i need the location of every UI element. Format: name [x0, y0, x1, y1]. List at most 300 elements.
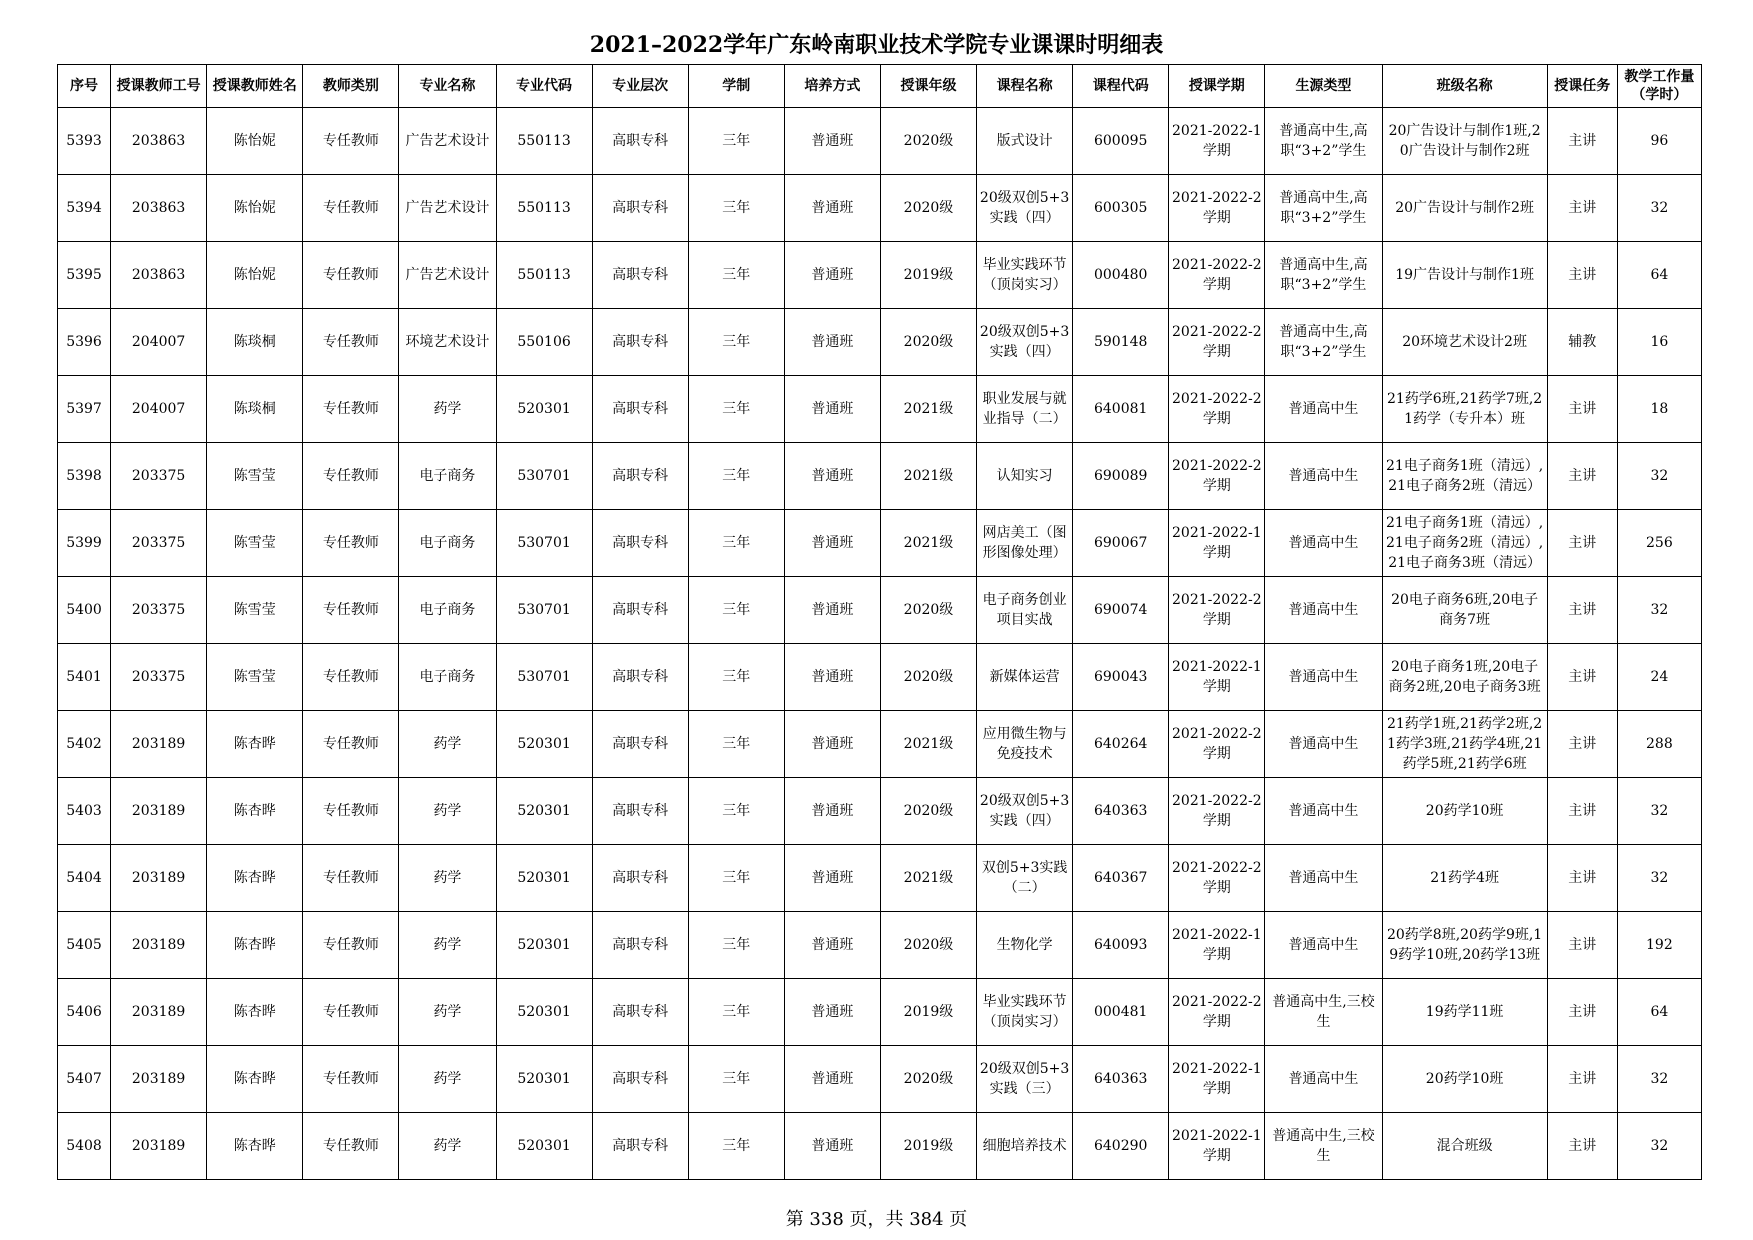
cell-text: 520301: [517, 1004, 571, 1020]
cell-text: 高职专科: [612, 267, 669, 283]
table-cell: [1265, 242, 1382, 309]
table-cell: [1169, 577, 1265, 644]
table-cell: [1382, 711, 1547, 778]
cell-text: 主讲: [1568, 535, 1597, 551]
cell-text: 32: [1650, 803, 1669, 819]
column-header: 专业代码: [496, 65, 592, 108]
table-cell: [496, 376, 592, 443]
table-cell: [1382, 845, 1547, 912]
cell-text: 高职专科: [612, 736, 669, 752]
cell-text: 三年: [722, 267, 751, 283]
table-cell: [592, 242, 688, 309]
table-cell: [303, 979, 399, 1046]
cell-text: 电子商务创业项目实战: [982, 592, 1067, 628]
cell-text: 203189: [131, 1138, 186, 1154]
table-cell: [880, 778, 976, 845]
cell-text: 广告艺术设计: [405, 200, 490, 216]
cell-text: 广告艺术设计: [405, 133, 490, 149]
column-header: 专业层次: [592, 65, 688, 108]
table-cell: [1265, 175, 1382, 242]
table-cell: [1382, 912, 1547, 979]
cell-text: 职业发展与就业指导（二）: [982, 391, 1067, 427]
cell-text: 5401: [66, 669, 102, 685]
column-header: 学制: [688, 65, 784, 108]
table-cell: [880, 711, 976, 778]
cell-text: 普通高中生: [1288, 669, 1359, 685]
table-cell: [399, 108, 496, 175]
table-cell: [207, 1113, 303, 1180]
cell-text: 20广告设计与制作2班: [1395, 200, 1534, 216]
cell-text: 204007: [131, 334, 186, 350]
course-hours-table: [57, 64, 1702, 1180]
table-cell: [880, 577, 976, 644]
table-cell: [399, 443, 496, 510]
table-cell: [1547, 443, 1617, 510]
table-cell: [592, 510, 688, 577]
cell-text: 203863: [131, 267, 186, 283]
table-cell: [207, 912, 303, 979]
cell-text: 版式设计: [996, 133, 1053, 149]
cell-text: 203189: [131, 803, 186, 819]
column-header: 授课任务: [1547, 65, 1617, 108]
table-cell: [1169, 711, 1265, 778]
table-cell: [496, 242, 592, 309]
cell-text: 520301: [517, 401, 571, 417]
table-cell: [1073, 644, 1169, 711]
table-cell: [1547, 711, 1617, 778]
table-cell: [1265, 309, 1382, 376]
table-cell: [784, 577, 880, 644]
table-cell: [1073, 1113, 1169, 1180]
table-cell: [303, 644, 399, 711]
cell-text: 2021-2022-1学期: [1172, 525, 1262, 561]
cell-text: 药学: [433, 937, 462, 953]
table-row: [58, 644, 1702, 711]
cell-text: 三年: [722, 468, 751, 484]
table-row: [58, 376, 1702, 443]
cell-text: 600095: [1093, 133, 1148, 149]
column-header: 生源类型: [1265, 65, 1382, 108]
table-cell: [1169, 510, 1265, 577]
table-cell: [1382, 108, 1547, 175]
table-cell: [111, 376, 207, 443]
cell-text: 2019级: [903, 267, 954, 283]
cell-text: 2021-2022-1学期: [1172, 659, 1262, 695]
cell-text: 药学: [433, 1138, 462, 1154]
cell-text: 32: [1650, 200, 1669, 216]
table-cell: [1382, 644, 1547, 711]
cell-text: 普通班: [811, 267, 854, 283]
column-header: 班级名称: [1382, 65, 1547, 108]
cell-text: 主讲: [1568, 736, 1597, 752]
table-cell: [1169, 376, 1265, 443]
table-cell: [592, 912, 688, 979]
cell-text: 专任教师: [322, 535, 379, 551]
table-cell: [1382, 242, 1547, 309]
table-cell: [303, 175, 399, 242]
table-cell: [1169, 309, 1265, 376]
cell-text: 普通高中生: [1288, 870, 1359, 886]
table-cell: [1073, 108, 1169, 175]
cell-text: 陈杏晔: [233, 1138, 276, 1154]
table-cell: [784, 175, 880, 242]
cell-text: 2021-2022-2学期: [1172, 257, 1262, 293]
table-cell: [207, 979, 303, 1046]
table-cell: [1073, 175, 1169, 242]
cell-text: 192: [1646, 937, 1673, 953]
cell-text: 高职专科: [612, 1071, 669, 1087]
cell-text: 专任教师: [322, 602, 379, 618]
table-cell: [784, 644, 880, 711]
cell-text: 普通班: [811, 803, 854, 819]
table-cell: [977, 644, 1073, 711]
table-row: [58, 175, 1702, 242]
cell-text: 32: [1650, 602, 1669, 618]
cell-text: 三年: [722, 669, 751, 685]
cell-text: 普通班: [811, 133, 854, 149]
cell-text: 20级双创5+3实践（四）: [979, 190, 1070, 226]
table-cell: [1382, 309, 1547, 376]
cell-text: 辅教: [1568, 334, 1597, 350]
table-cell: [1169, 644, 1265, 711]
table-cell: [303, 711, 399, 778]
table-cell: [207, 376, 303, 443]
cell-text: 203375: [131, 535, 186, 551]
table-cell: [977, 711, 1073, 778]
table-cell: [1265, 711, 1382, 778]
table-cell: [58, 1113, 111, 1180]
table-cell: [58, 577, 111, 644]
cell-text: 电子商务: [419, 535, 476, 551]
table-cell: [1547, 242, 1617, 309]
table-cell: [496, 108, 592, 175]
table-cell: [496, 979, 592, 1046]
table-cell: [1265, 1046, 1382, 1113]
cell-text: 药学: [433, 1071, 462, 1087]
cell-text: 5404: [66, 870, 102, 886]
table-cell: [1547, 309, 1617, 376]
table-cell: [1169, 778, 1265, 845]
table-cell: [58, 242, 111, 309]
table-cell: [1617, 845, 1701, 912]
table-cell: [977, 376, 1073, 443]
cell-text: 5394: [66, 200, 102, 216]
table-cell: [207, 1046, 303, 1113]
table-cell: [1073, 845, 1169, 912]
cell-text: 普通班: [811, 1138, 854, 1154]
cell-text: 普通班: [811, 736, 854, 752]
table-cell: [1382, 376, 1547, 443]
cell-text: 2020级: [903, 803, 954, 819]
table-cell: [303, 309, 399, 376]
cell-text: 陈琰桐: [233, 401, 276, 417]
table-row: [58, 443, 1702, 510]
cell-text: 高职专科: [612, 200, 669, 216]
table-cell: [399, 376, 496, 443]
table-cell: [592, 108, 688, 175]
cell-text: 主讲: [1568, 401, 1597, 417]
table-cell: [1169, 979, 1265, 1046]
cell-text: 2021-2022-1学期: [1172, 123, 1262, 159]
table-cell: [303, 443, 399, 510]
cell-text: 520301: [517, 1071, 571, 1087]
cell-text: 32: [1650, 870, 1669, 886]
cell-text: 普通班: [811, 669, 854, 685]
cell-text: 高职专科: [612, 133, 669, 149]
table-cell: [303, 845, 399, 912]
column-header: 授课年级: [880, 65, 976, 108]
table-cell: [880, 510, 976, 577]
cell-text: 专任教师: [322, 870, 379, 886]
cell-text: 690043: [1093, 669, 1148, 685]
cell-text: 20广告设计与制作1班,20广告设计与制作2班: [1388, 123, 1541, 159]
table-cell: [1265, 108, 1382, 175]
cell-text: 普通班: [811, 1004, 854, 1020]
cell-text: 530701: [517, 602, 571, 618]
table-cell: [880, 979, 976, 1046]
table-cell: [111, 912, 207, 979]
cell-text: 三年: [722, 200, 751, 216]
cell-text: 普通高中生: [1288, 602, 1359, 618]
cell-text: 三年: [722, 1138, 751, 1154]
cell-text: 高职专科: [612, 401, 669, 417]
table-cell: [1617, 1113, 1701, 1180]
table-cell: [207, 845, 303, 912]
table-row: [58, 979, 1702, 1046]
table-row: [58, 1046, 1702, 1113]
table-cell: [399, 1046, 496, 1113]
table-cell: [977, 912, 1073, 979]
cell-text: 普通高中生,高职“3+2”学生: [1279, 123, 1368, 159]
table-cell: [1547, 108, 1617, 175]
table-cell: [1382, 979, 1547, 1046]
cell-text: 专任教师: [322, 200, 379, 216]
table-cell: [58, 376, 111, 443]
cell-text: 2021-2022-2学期: [1172, 726, 1262, 762]
cell-text: 2021级: [903, 401, 954, 417]
table-cell: [1073, 510, 1169, 577]
cell-text: 21电子商务1班（清远）,21电子商务2班（清远）,21电子商务3班（清远）: [1386, 515, 1544, 571]
table-row: [58, 108, 1702, 175]
table-cell: [496, 912, 592, 979]
table-cell: [1073, 711, 1169, 778]
table-cell: [688, 979, 784, 1046]
cell-text: 5405: [66, 937, 102, 953]
table-row: [58, 845, 1702, 912]
cell-text: 普通班: [811, 200, 854, 216]
cell-text: 2021-2022-2学期: [1172, 860, 1262, 896]
table-cell: [496, 644, 592, 711]
cell-text: 530701: [517, 468, 571, 484]
cell-text: 陈雪莹: [233, 602, 276, 618]
cell-text: 应用微生物与免疫技术: [982, 726, 1067, 762]
cell-text: 三年: [722, 535, 751, 551]
table-cell: [111, 1046, 207, 1113]
table-cell: [1265, 912, 1382, 979]
cell-text: 三年: [722, 1071, 751, 1087]
table-cell: [207, 108, 303, 175]
cell-text: 2021-2022-2学期: [1172, 793, 1262, 829]
cell-text: 三年: [722, 602, 751, 618]
table-cell: [977, 1046, 1073, 1113]
table-cell: [303, 577, 399, 644]
cell-text: 主讲: [1568, 133, 1597, 149]
column-header: 授课教师工号: [111, 65, 207, 108]
column-header: 教师类别: [303, 65, 399, 108]
cell-text: 5393: [66, 133, 102, 149]
cell-text: 20药学10班: [1425, 1071, 1504, 1087]
table-cell: [399, 845, 496, 912]
cell-text: 640290: [1093, 1138, 1148, 1154]
table-cell: [1265, 443, 1382, 510]
cell-text: 640264: [1093, 736, 1148, 752]
table-cell: [880, 1046, 976, 1113]
table-cell: [784, 912, 880, 979]
table-cell: [399, 309, 496, 376]
cell-text: 20药学8班,20药学9班,19药学10班,20药学13班: [1386, 927, 1543, 963]
cell-text: 专任教师: [322, 133, 379, 149]
column-header: 培养方式: [784, 65, 880, 108]
cell-text: 普通班: [811, 468, 854, 484]
table-cell: [58, 108, 111, 175]
cell-text: 520301: [517, 870, 571, 886]
table-cell: [111, 577, 207, 644]
cell-text: 2021-2022-2学期: [1172, 592, 1262, 628]
table-cell: [688, 1046, 784, 1113]
cell-text: 24: [1650, 669, 1669, 685]
cell-text: 16: [1650, 334, 1669, 350]
table-cell: [592, 1113, 688, 1180]
cell-text: 三年: [722, 1004, 751, 1020]
cell-text: 640363: [1093, 803, 1148, 819]
table-row: [58, 912, 1702, 979]
cell-text: 2020级: [903, 937, 954, 953]
cell-text: 203189: [131, 937, 186, 953]
header-row: [58, 65, 1702, 108]
table-cell: [688, 242, 784, 309]
column-header: 序号: [58, 65, 111, 108]
page-footer: 第 338 页，共 384 页: [785, 1209, 968, 1230]
table-cell: [111, 711, 207, 778]
table-cell: [111, 644, 207, 711]
table-cell: [1382, 1046, 1547, 1113]
cell-text: 64: [1650, 267, 1669, 283]
table-cell: [880, 845, 976, 912]
cell-text: 690074: [1093, 602, 1148, 618]
table-cell: [58, 845, 111, 912]
cell-text: 网店美工（图形图像处理）: [982, 525, 1067, 561]
cell-text: 专任教师: [322, 803, 379, 819]
cell-text: 陈雪莹: [233, 535, 276, 551]
cell-text: 19广告设计与制作1班: [1395, 267, 1534, 283]
table-cell: [1169, 1113, 1265, 1180]
cell-text: 2021-2022-2学期: [1172, 190, 1262, 226]
cell-text: 32: [1650, 468, 1669, 484]
table-cell: [1073, 309, 1169, 376]
table-cell: [1547, 1113, 1617, 1180]
table-cell: [207, 510, 303, 577]
table-cell: [1169, 242, 1265, 309]
table-cell: [399, 979, 496, 1046]
cell-text: 专任教师: [322, 937, 379, 953]
cell-text: 普通班: [811, 1071, 854, 1087]
cell-text: 普通高中生: [1288, 803, 1359, 819]
cell-text: 陈怡妮: [233, 267, 276, 283]
table-cell: [1382, 577, 1547, 644]
cell-text: 640363: [1093, 1071, 1148, 1087]
cell-text: 2020级: [903, 334, 954, 350]
cell-text: 混合班级: [1436, 1138, 1493, 1154]
cell-text: 普通高中生,三校生: [1272, 1128, 1375, 1164]
table-cell: [880, 912, 976, 979]
table-cell: [1617, 711, 1701, 778]
table-cell: [784, 845, 880, 912]
table-cell: [1617, 108, 1701, 175]
table-cell: [688, 711, 784, 778]
cell-text: 普通高中生,高职“3+2”学生: [1279, 324, 1368, 360]
table-cell: [688, 1113, 784, 1180]
column-header: 课程代码: [1073, 65, 1169, 108]
table-cell: [977, 845, 1073, 912]
table-cell: [784, 1113, 880, 1180]
table-cell: [1073, 979, 1169, 1046]
table-cell: [1547, 510, 1617, 577]
cell-text: 普通班: [811, 870, 854, 886]
table-row: [58, 242, 1702, 309]
table-cell: [399, 778, 496, 845]
cell-text: 环境艺术设计: [405, 334, 490, 350]
table-cell: [58, 778, 111, 845]
table-cell: [880, 376, 976, 443]
cell-text: 陈琰桐: [233, 334, 276, 350]
table-cell: [1547, 376, 1617, 443]
cell-text: 广告艺术设计: [405, 267, 490, 283]
table-cell: [1265, 510, 1382, 577]
table-cell: [303, 510, 399, 577]
table-cell: [592, 1046, 688, 1113]
cell-text: 药学: [433, 736, 462, 752]
cell-text: 专任教师: [322, 1004, 379, 1020]
table-cell: [399, 175, 496, 242]
table-cell: [399, 510, 496, 577]
table-cell: [1547, 912, 1617, 979]
cell-text: 2019级: [903, 1138, 954, 1154]
table-row: [58, 711, 1702, 778]
table-cell: [303, 912, 399, 979]
table-cell: [784, 778, 880, 845]
table-cell: [1265, 577, 1382, 644]
table-cell: [1073, 376, 1169, 443]
page-title: 2021–2022学年广东岭南职业技术学院专业课课时明细表: [589, 32, 1164, 58]
table-cell: [496, 175, 592, 242]
cell-text: 2021-2022-2学期: [1172, 458, 1262, 494]
table-cell: [1617, 510, 1701, 577]
cell-text: 专任教师: [322, 1071, 379, 1087]
table-cell: [1547, 175, 1617, 242]
table-cell: [303, 242, 399, 309]
cell-text: 5398: [66, 468, 102, 484]
table-cell: [977, 108, 1073, 175]
cell-text: 高职专科: [612, 535, 669, 551]
cell-text: 电子商务: [419, 669, 476, 685]
table-cell: [1265, 778, 1382, 845]
table-cell: [977, 309, 1073, 376]
table-cell: [111, 108, 207, 175]
cell-text: 高职专科: [612, 602, 669, 618]
table-cell: [207, 577, 303, 644]
table-cell: [303, 108, 399, 175]
cell-text: 专任教师: [322, 669, 379, 685]
